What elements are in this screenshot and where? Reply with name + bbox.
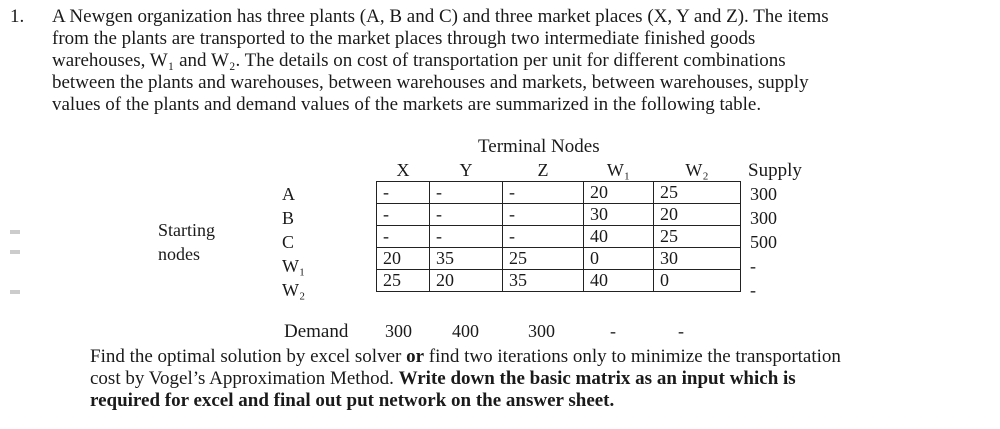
- demand-label: Demand: [284, 321, 349, 342]
- demand-value: 300: [385, 321, 412, 341]
- supply-value: 500: [750, 232, 777, 252]
- paragraph-line: from the plants are transported to the market places through two intermediate finished goods: [52, 28, 756, 49]
- supply-value: 300: [750, 184, 777, 204]
- instruction-line: required for excel and final out put network on the answer sheet.: [90, 390, 615, 411]
- supply-value: -: [750, 280, 756, 300]
- col-header-z: Z: [537, 160, 549, 180]
- starting-nodes-label: Starting nodes: [158, 220, 215, 264]
- col-header-w1: W₁: [606, 160, 631, 180]
- cost-table: [376, 160, 741, 292]
- table-cell: 0: [654, 270, 741, 292]
- table-row: [377, 270, 741, 292]
- demand-value: -: [678, 321, 684, 341]
- demand-value: -: [610, 321, 616, 341]
- instructions: [90, 346, 970, 412]
- row-label-a: A: [282, 184, 295, 204]
- table-cell: -: [503, 226, 584, 248]
- table-cell: 20: [654, 204, 741, 226]
- paragraph-line: warehouses, W₁ and W₂. The details on cost of transportation per unit for different combinations: [52, 50, 786, 71]
- question-paragraph: [52, 6, 972, 116]
- scan-margin-mark: [10, 230, 20, 234]
- table-cell: 25: [503, 248, 584, 270]
- supply-value: -: [750, 256, 756, 276]
- table-cell: 35: [503, 270, 584, 292]
- table-cell: 25: [654, 226, 741, 248]
- instruction-line: cost by Vogel’s Approximation Method. Write down the basic matrix as an input which is: [90, 368, 796, 389]
- table-cell: -: [377, 226, 430, 248]
- table-cell: 0: [584, 248, 654, 270]
- table-cell: 30: [584, 204, 654, 226]
- table-cell: -: [430, 182, 503, 204]
- table-cell: 30: [654, 248, 741, 270]
- row-label-b: B: [282, 208, 295, 228]
- table-cell: -: [430, 226, 503, 248]
- paragraph-line: between the plants and warehouses, between warehouses and markets, between warehouses, supply: [52, 72, 809, 93]
- question-number: 1.: [10, 6, 25, 27]
- demand-value: 400: [452, 321, 479, 341]
- table-row: [377, 204, 741, 226]
- table-cell: -: [503, 182, 584, 204]
- demand-value: 300: [528, 321, 555, 341]
- table-caption: Terminal Nodes: [478, 136, 600, 157]
- paragraph-line: A Newgen organization has three plants (A, B and C) and three market places (X, Y and Z). The items: [52, 6, 829, 27]
- table-cell: -: [503, 204, 584, 226]
- scan-margin-mark: [10, 290, 20, 294]
- col-header-y: Y: [459, 160, 473, 180]
- table-row: [377, 182, 741, 204]
- table-cell: -: [377, 182, 430, 204]
- table-cell: 25: [377, 270, 430, 292]
- table-header-row: [377, 160, 741, 182]
- instruction-line: Find the optimal solution by excel solver or find two iterations only to minimize the transportation: [90, 346, 841, 367]
- paragraph-line: values of the plants and demand values of the markets are summarized in the following table.: [52, 94, 762, 115]
- table-cell: 20: [584, 182, 654, 204]
- table-cell: -: [377, 204, 430, 226]
- table-cell: 35: [430, 248, 503, 270]
- table-row: [377, 226, 741, 248]
- row-label-w2: W₂: [282, 280, 306, 300]
- table-cell: 40: [584, 270, 654, 292]
- table-row: [377, 248, 741, 270]
- col-header-x: X: [396, 160, 410, 180]
- supply-header: Supply: [748, 160, 802, 181]
- table-cell: 25: [654, 182, 741, 204]
- row-label-c: C: [282, 232, 295, 252]
- scan-margin-mark: [10, 250, 20, 254]
- table-cell: 20: [430, 270, 503, 292]
- table-cell: 40: [584, 226, 654, 248]
- table-cell: -: [430, 204, 503, 226]
- supply-value: 300: [750, 208, 777, 228]
- table-cell: 20: [377, 248, 430, 270]
- row-label-w1: W₁: [282, 256, 306, 276]
- col-header-w2: W₂: [685, 160, 709, 180]
